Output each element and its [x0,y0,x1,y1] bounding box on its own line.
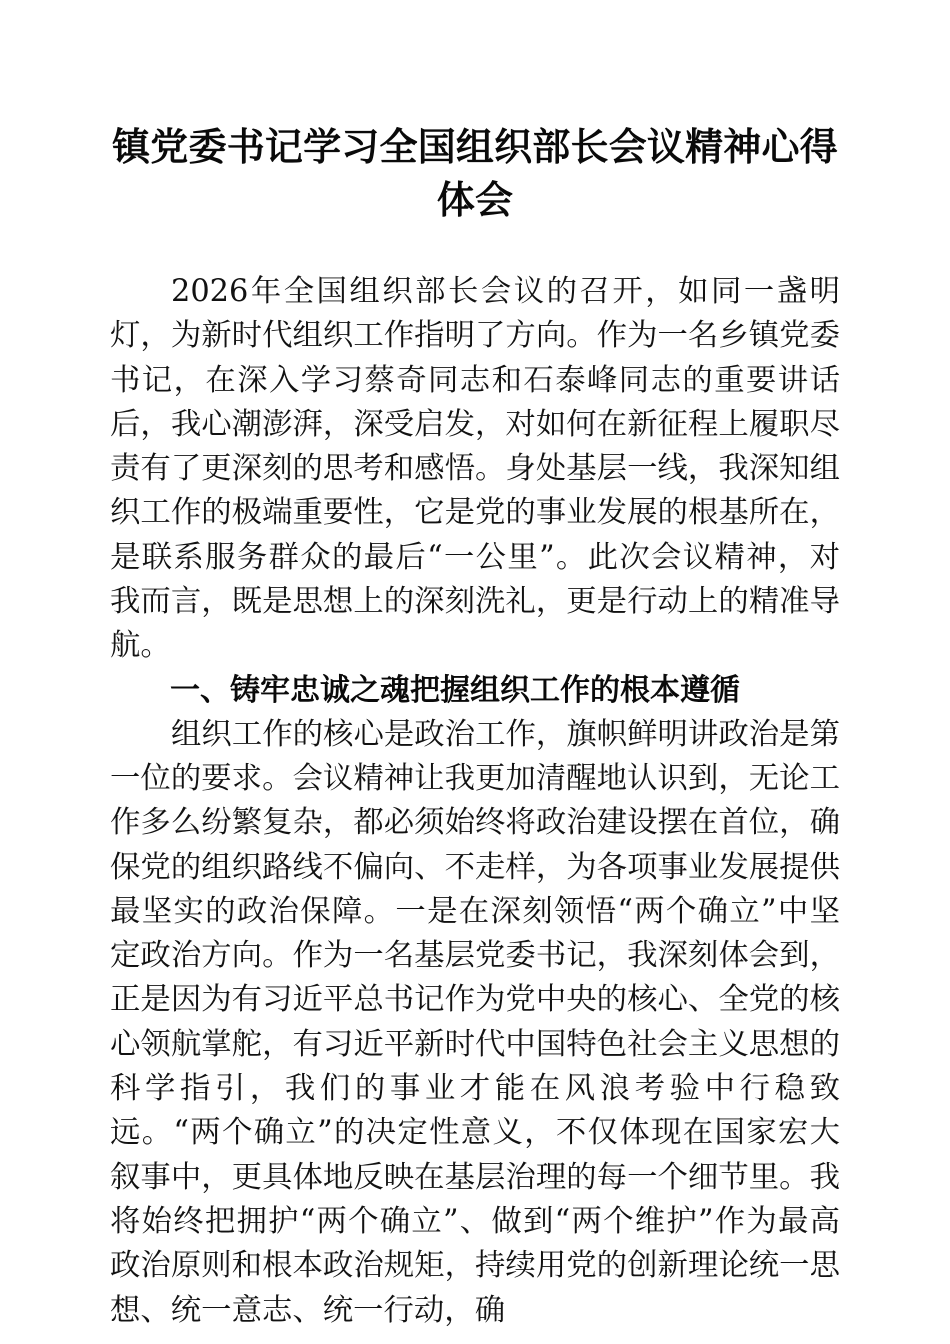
section-one-paragraph: 组织工作的核心是政治工作，旗帜鲜明讲政治是第一位的要求。会议精神让我更加清醒地认识到，无论工作多么纷繁复杂，都必须始终将政治建设摆在首位，确保党的组织路线不偏向、不走样，为各项事业发展提供最坚实的政治保障。一是在深刻领悟“两个确立”中坚定政治方向。作为一名基层党委书记，我深刻体会到，正是因为有习近平总书记作为党中央的核心、全党的核心领航掌舵，有习近平新时代中国特色社会主义思想的科学指引，我们的事业才能在风浪考验中行稳致远。“两个确立”的决定性意义，不仅体现在国家宏大叙事中，更具体地反映在基层治理的每一个细节里。我将始终把拥护“两个确立”、做到“两个维护”作为最高政治原则和根本政治规矩，持续用党的创新理论统一思想、统一意志、统一行动，确 [110,716,840,1328]
opening-paragraph: 2026年全国组织部长会议的召开，如同一盏明灯，为新时代组织工作指明了方向。作为一名乡镇党委书记，在深入学习蔡奇同志和石泰峰同志的重要讲话后，我心潮澎湃，深受启发，对如何在新征程上履职尽责有了更深刻的思考和感悟。身处基层一线，我深知组织工作的极端重要性，它是党的事业发展的根基所在，是联系服务群众的最后“一公里”。此次会议精神，对我而言，既是思想上的深刻洗礼，更是行动上的精准导航。 [110,274,840,664]
document-content-column [110,0,840,1333]
section-heading-one: 一、铸牢忠诚之魂把握组织工作的根本遵循 [170,673,740,707]
page-title: 镇党委书记学习全国组织部长会议精神心得体会 [112,127,838,222]
title-body-spacer [110,228,840,270]
